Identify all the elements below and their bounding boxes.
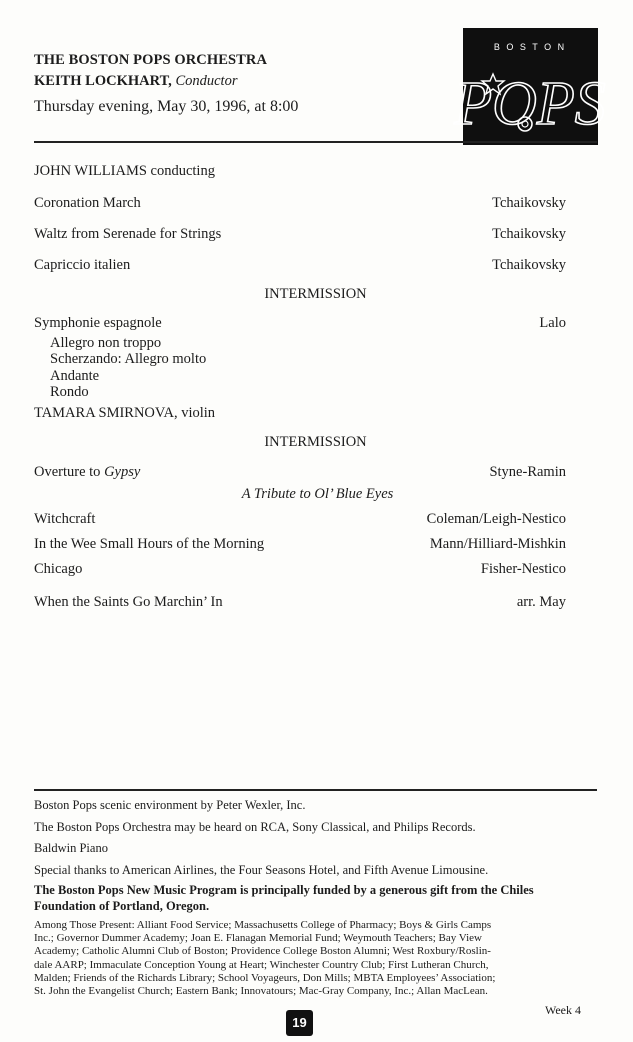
piece-composer: Tchaikovsky xyxy=(492,226,566,242)
scenic-credit: Boston Pops scenic environment by Peter Wexler, Inc. xyxy=(34,798,306,812)
piece-title: Witchcraft xyxy=(34,511,96,527)
piece-title: In the Wee Small Hours of the Morning xyxy=(34,536,265,552)
special-thanks: Special thanks to American Airlines, the Four Seasons Hotel, and Fifth Avenue Limousine. xyxy=(34,863,489,877)
title-prefix: Overture to xyxy=(34,464,105,480)
piece-composer: Styne-Ramin xyxy=(489,464,566,480)
piece-title: Waltz from Serenade for Strings xyxy=(34,226,222,242)
piece-title: Symphonie espagnole xyxy=(34,315,162,331)
piece-title: Capriccio italien xyxy=(34,257,131,273)
piece-title: Chicago xyxy=(34,561,83,577)
intermission-1: INTERMISSION xyxy=(264,286,367,302)
movement: Andante xyxy=(50,368,100,384)
conductor-role: Conductor xyxy=(175,73,238,89)
soloist: TAMARA SMIRNOVA, violin xyxy=(34,405,216,421)
page-number: 19 xyxy=(286,1010,313,1036)
piece-composer: Mann/Hilliard-Mishkin xyxy=(429,536,566,552)
logo-main-text: POPS xyxy=(454,70,606,138)
footer-rule xyxy=(34,789,597,791)
among-line: dale AARP; Immaculate Conception Young at Heart; Winchester Country Club; First Lutheran Church, xyxy=(34,958,489,971)
boston-pops-logo xyxy=(454,28,606,145)
week-label: Week 4 xyxy=(544,1003,581,1017)
among-those-present xyxy=(34,919,604,998)
piece-composer: Tchaikovsky xyxy=(492,195,566,211)
piece-composer: arr. May xyxy=(516,594,566,610)
intermission-2: INTERMISSION xyxy=(264,434,367,450)
movement: Rondo xyxy=(50,384,89,400)
tribute-heading: A Tribute to Ol’ Blue Eyes xyxy=(241,486,394,502)
piece-title: Coronation March xyxy=(34,195,141,211)
among-line: Inc.; Governor Dummer Academy; Joan E. Flanagan Memorial Fund; Weymouth Teachers; Bay View xyxy=(34,932,482,945)
movement: Allegro non troppo xyxy=(50,335,162,351)
logo-top-text: B O S T O N xyxy=(493,42,567,52)
piece-composer: Lalo xyxy=(539,315,566,331)
piece-composer: Tchaikovsky xyxy=(492,257,566,273)
movement: Scherzando: Allegro molto xyxy=(50,351,207,367)
piece-title: When the Saints Go Marchin’ In xyxy=(34,594,223,610)
recordings-note: The Boston Pops Orchestra may be heard on RCA, Sony Classical, and Philips Records. xyxy=(34,820,476,834)
header-rule xyxy=(34,141,597,143)
among-line: Academy; Catholic Alumni Club of Boston; Providence College Boston Alumni; West Roxbury/Roslin- xyxy=(34,945,491,958)
piano-credit: Baldwin Piano xyxy=(34,841,108,855)
conductor-line xyxy=(34,73,237,90)
title-italic: Gypsy xyxy=(104,464,141,480)
piece-composer: Coleman/Leigh-Nestico xyxy=(426,511,566,527)
piece-composer: Fisher-Nestico xyxy=(480,561,566,577)
among-line: Among Those Present: Alliant Food Service; Massachusetts College of Pharmacy; Boys & Girls Camps xyxy=(34,919,492,931)
guest-conductor: JOHN WILLIAMS conducting xyxy=(34,163,215,179)
among-line: Malden; Friends of the Richards Library; School Voyageurs, Don Mills; MBTA Employees’ Association; xyxy=(34,971,496,984)
piece-title xyxy=(34,464,140,481)
among-line: St. John the Evangelist Church; Eastern Bank; Innovatours; Mac-Gray Company, Inc.; Allan MacLean. xyxy=(34,985,488,998)
orchestra-name: THE BOSTON POPS ORCHESTRA xyxy=(34,52,268,68)
conductor-name: KEITH LOCKHART, xyxy=(34,73,172,89)
concert-date: Thursday evening, May 30, 1996, at 8:00 xyxy=(34,98,299,115)
funding-note: The Boston Pops New Music Program is principally funded by a generous gift from the Chiles Foundation of Portland, Oregon. xyxy=(34,883,534,913)
